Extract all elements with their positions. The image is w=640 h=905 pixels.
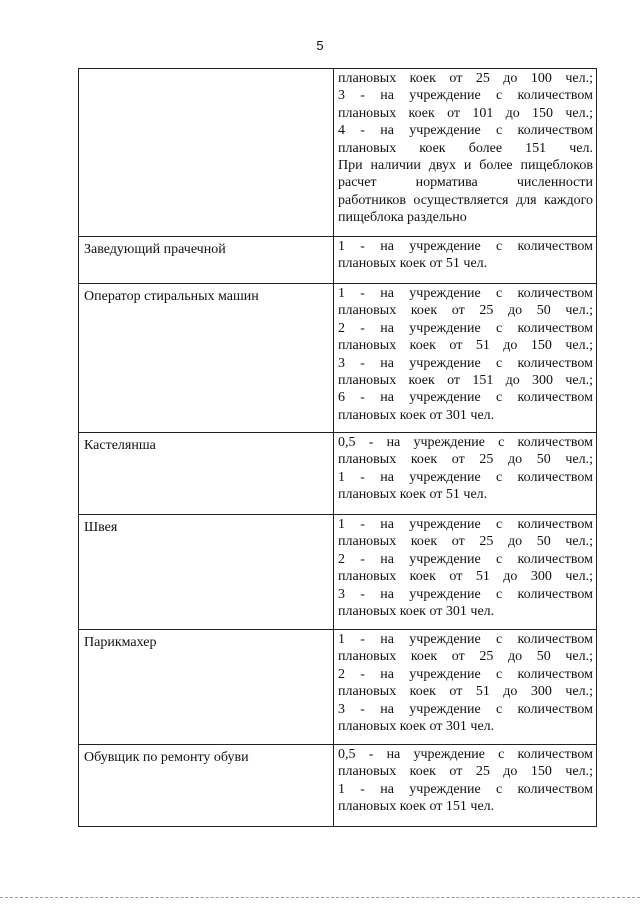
norm-line: плановых коек от 51 до 300 чел.; — [338, 569, 593, 585]
norm-line: 0,5 - на учреждение с количеством — [338, 747, 593, 762]
position-cell: Заведующий прачечной — [79, 237, 334, 284]
norm-line: плановых коек от 51 до 150 чел.; — [338, 338, 593, 354]
norm-line: 6 - на учреждение с количеством — [338, 390, 593, 406]
table-row — [79, 630, 597, 745]
position-cell: Обувщик по ремонту обуви — [79, 745, 334, 827]
norm-line: плановых коек от 25 до 50 чел.; — [338, 452, 593, 468]
norm-cell — [334, 433, 597, 515]
page-number: 5 — [316, 38, 324, 53]
norm-line: плановых коек от 25 до 50 чел.; — [338, 534, 593, 550]
norm-line: плановых коек от 51 чел. — [338, 256, 488, 272]
norm-line: плановых коек от 301 чел. — [338, 604, 495, 620]
norm-cell — [334, 515, 597, 630]
position-cell: Оператор стиральных машин — [79, 284, 334, 433]
norm-line: 2 - на учреждение с количеством — [338, 551, 593, 567]
norm-line: 3 - на учреждение с количеством — [338, 88, 593, 104]
staffing-norms-body — [79, 69, 597, 827]
norm-line: плановых коек от 25 до 50 чел.; — [338, 649, 593, 665]
norm-line: 3 - на учреждение с количеством — [338, 586, 593, 602]
norm-line: 3 - на учреждение с количеством — [338, 355, 593, 371]
staffing-norms-table — [78, 68, 597, 827]
norm-line: плановых коек от 101 до 150 чел.; — [338, 105, 593, 121]
norm-line: плановых коек от 301 чел. — [338, 719, 495, 735]
norm-line: плановых коек от 151 чел. — [338, 799, 495, 815]
norm-cell — [334, 237, 597, 284]
norm-line: 1 - на учреждение с количеством — [338, 286, 593, 301]
norm-line: плановых коек от 25 до 100 чел.; — [338, 71, 593, 86]
norm-cell — [334, 284, 597, 433]
norm-cell — [334, 69, 597, 237]
position-cell: Парикмахер — [79, 630, 334, 745]
norm-line: 1 - на учреждение с количеством — [338, 632, 593, 647]
norm-line: 0,5 - на учреждение с количеством — [338, 435, 593, 450]
norm-line: плановых коек более 151 чел. — [338, 140, 593, 156]
norm-line: работников осуществляется для каждого — [338, 192, 593, 208]
norm-line: 1 - на учреждение с количеством — [338, 517, 593, 532]
norm-line: плановых коек от 301 чел. — [338, 407, 495, 423]
table-row — [79, 515, 597, 630]
norm-line: расчет норматива численности — [338, 175, 593, 191]
table-row — [79, 745, 597, 827]
norm-line: 1 - на учреждение с количеством — [338, 239, 593, 254]
norm-cell — [334, 745, 597, 827]
norm-line: 1 - на учреждение с количеством — [338, 469, 593, 485]
norm-line: плановых коек от 151 до 300 чел.; — [338, 373, 593, 389]
norm-cell — [334, 630, 597, 745]
table-row — [79, 433, 597, 515]
norm-line: 4 - на учреждение с количеством — [338, 123, 593, 139]
norm-line: плановых коек от 51 чел. — [338, 487, 488, 503]
norm-line: 3 - на учреждение с количеством — [338, 701, 593, 717]
norm-line: плановых коек от 51 до 300 чел.; — [338, 684, 593, 700]
position-cell — [79, 69, 334, 237]
table-row — [79, 69, 597, 237]
norm-line: 2 - на учреждение с количеством — [338, 666, 593, 682]
norm-line: При наличии двух и более пищеблоков — [338, 158, 593, 174]
norm-line: плановых коек от 25 до 50 чел.; — [338, 303, 593, 319]
norm-line: 1 - на учреждение с количеством — [338, 781, 593, 797]
table-row — [79, 284, 597, 433]
page-bottom-edge — [0, 897, 640, 898]
table-row — [79, 237, 597, 284]
norm-line: 2 - на учреждение с количеством — [338, 320, 593, 336]
position-cell: Кастелянша — [79, 433, 334, 515]
position-cell: Швея — [79, 515, 334, 630]
norm-line: пищеблока раздельно — [338, 210, 467, 226]
norm-line: плановых коек от 25 до 150 чел.; — [338, 764, 593, 780]
